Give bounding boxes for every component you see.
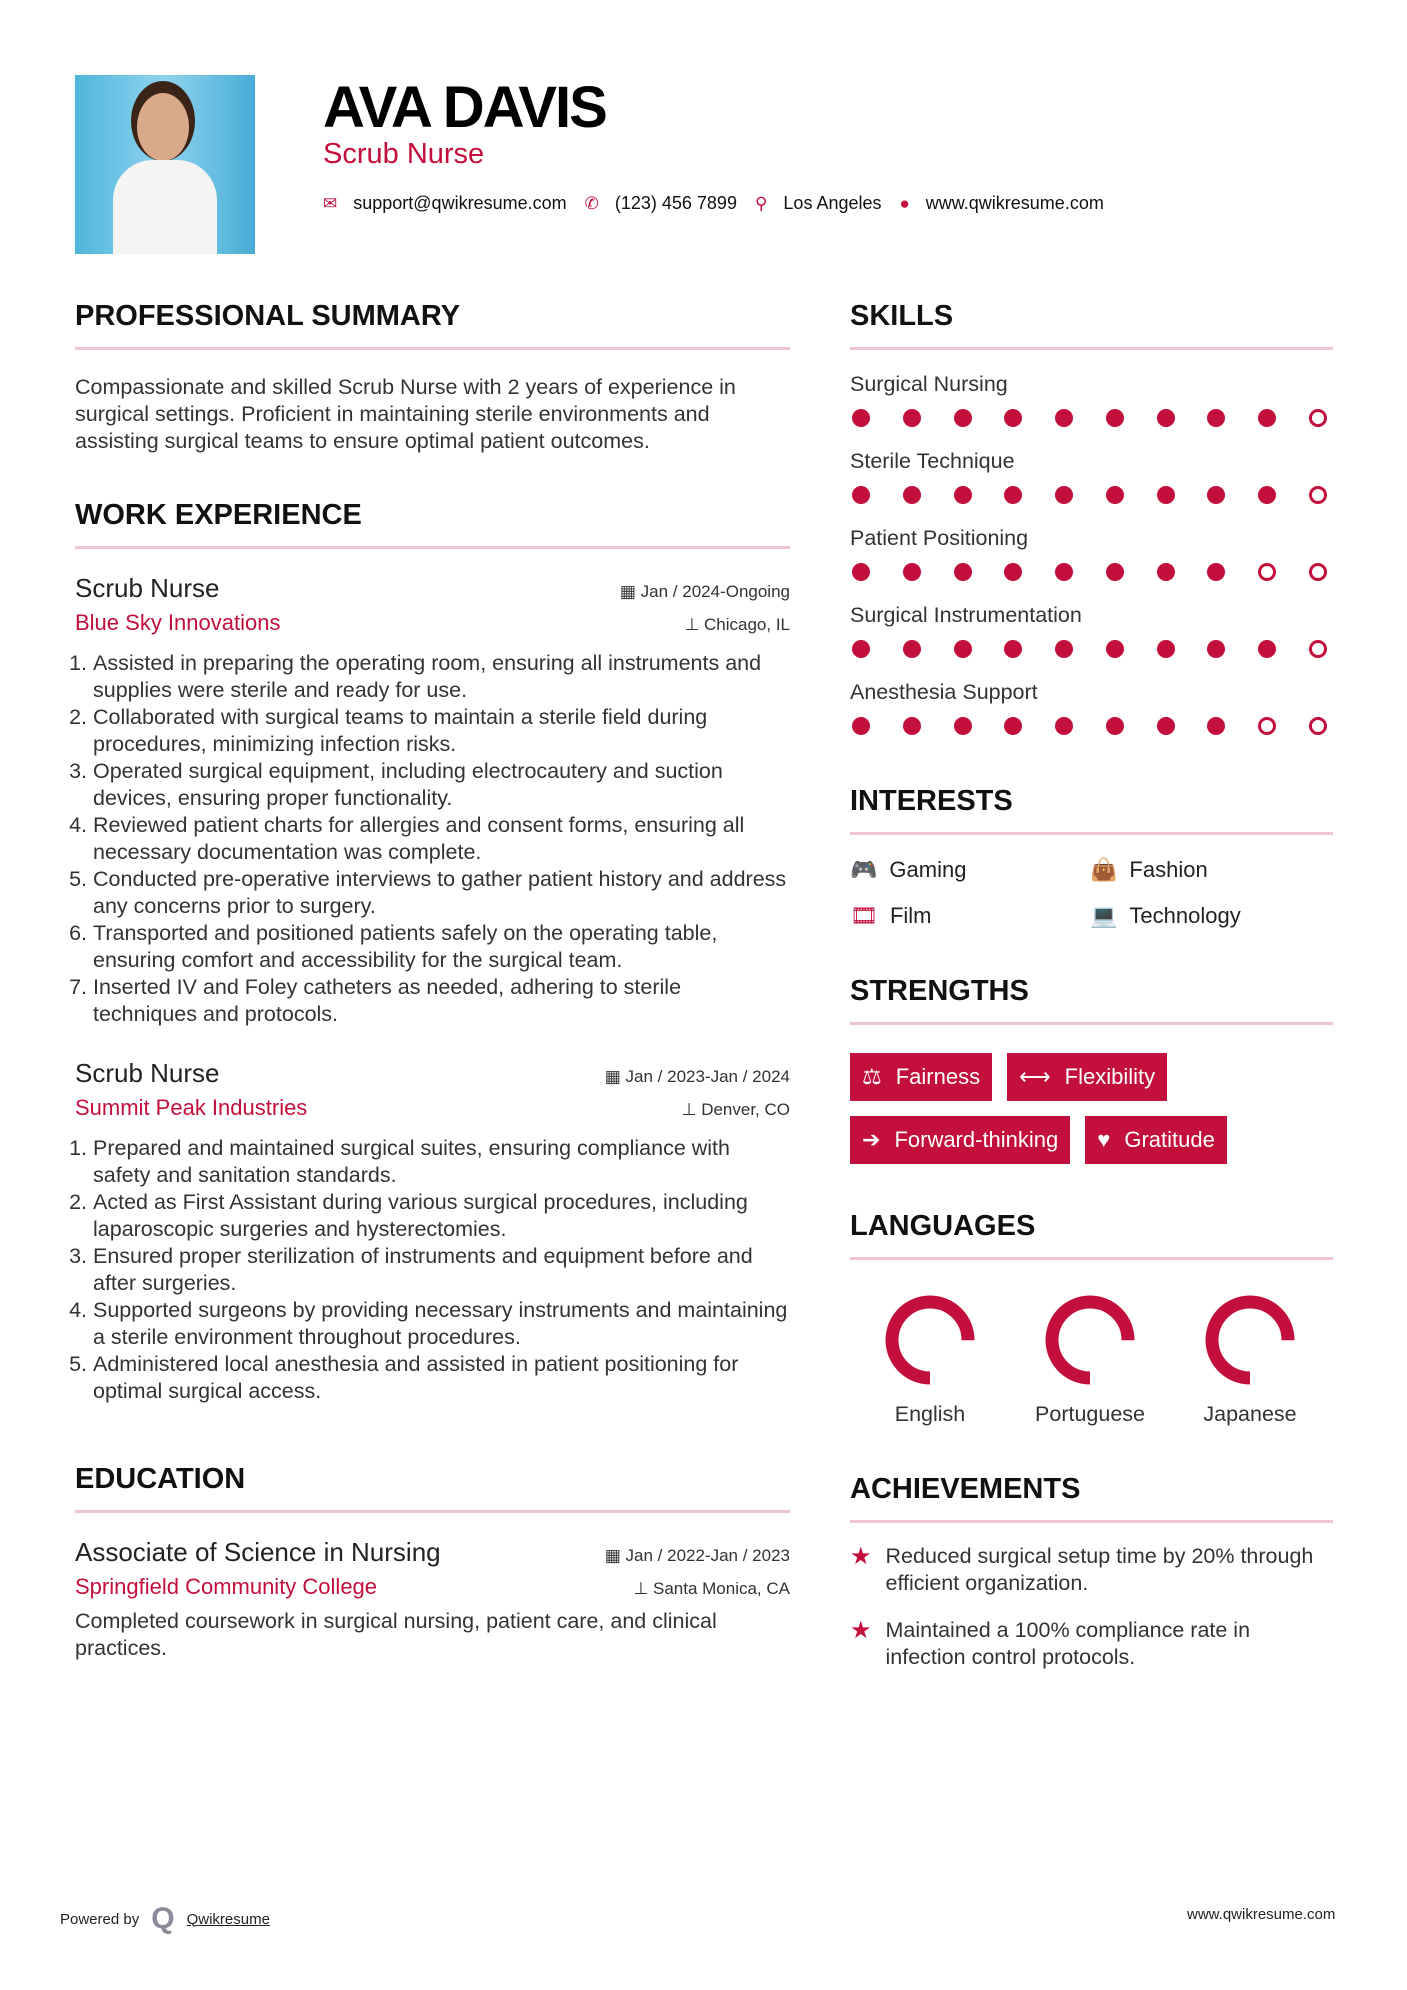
rating-dot: [852, 640, 870, 658]
skill-name: Patient Positioning: [850, 526, 1029, 550]
education-date: Jan / 2022-Jan / 2023: [625, 1546, 790, 1565]
interest-label: Film: [889, 903, 932, 928]
job-title: Scrub Nurse: [75, 1058, 220, 1088]
job-bullet: 5. Conducted pre-operative interviews to gather patient history and address any concerns prior to surgery.: [93, 866, 790, 920]
skill-item: [850, 526, 1333, 581]
contact-bar: [323, 193, 1122, 214]
interest-item: [850, 903, 1090, 929]
rating-dot: [1157, 640, 1175, 658]
language-item: [1170, 1290, 1330, 1427]
envelope-icon: ✉: [323, 193, 338, 213]
interest-item: [1090, 857, 1330, 883]
footer-website[interactable]: www.qwikresume.com: [1187, 1906, 1336, 1923]
section-heading: ACHIEVEMENTS: [850, 1473, 1333, 1523]
section-heading: EDUCATION: [75, 1463, 790, 1513]
rating-dot: [1106, 486, 1124, 504]
job-bullet: 3. Operated surgical equipment, including electrocautery and suction devices, ensuring proper functionality.: [93, 758, 790, 812]
rating-dot: [903, 563, 921, 581]
website[interactable]: www.qwikresume.com: [925, 193, 1104, 213]
rating-dot: [1309, 717, 1327, 735]
qwikresume-logo-icon: Q: [151, 1902, 175, 1935]
job-entry: [75, 1058, 790, 1405]
rating-dot: [1157, 563, 1175, 581]
pin-icon: ⊥: [684, 615, 704, 634]
rating-dot: [1309, 486, 1327, 504]
rating-dot: [1309, 563, 1327, 581]
skill-name: Anesthesia Support: [850, 680, 1038, 704]
rating-dot: [954, 409, 972, 427]
job-bullet: 6. Transported and positioned patients safely on the operating table, ensuring comfort and accessibility for the surgical team.: [93, 920, 790, 974]
rating-dot: [852, 717, 870, 735]
location: Los Angeles: [783, 193, 882, 213]
star-icon: ★: [850, 1543, 872, 1570]
section-heading: WORK EXPERIENCE: [75, 499, 790, 549]
rating-dot: [1207, 409, 1225, 427]
rating-dot: [1055, 717, 1073, 735]
skill-item: [850, 680, 1333, 735]
summary-text: Compassionate and skilled Scrub Nurse with 2 years of experience in surgical settings. Proficient in maintaining sterile environments and assisting surgical teams to ensure optimal patient outcomes.: [75, 375, 736, 453]
rating-dot: [1106, 717, 1124, 735]
rating-dot: [1055, 486, 1073, 504]
job-date: Jan / 2024-Ongoing: [640, 582, 790, 601]
interest-item: [850, 857, 1090, 883]
job-bullet: 1. Prepared and maintained surgical suites, ensuring compliance with safety and sanitation standards.: [93, 1135, 790, 1189]
strength-tag: [1007, 1053, 1167, 1101]
strength-label: Flexibility: [1064, 1064, 1156, 1089]
interest-label: Technology: [1129, 903, 1241, 928]
calendar-icon: ▦: [619, 582, 641, 601]
job-bullet: 7. Inserted IV and Foley catheters as needed, adhering to sterile techniques and protocols.: [93, 974, 790, 1028]
job-bullet: 2. Acted as First Assistant during various surgical procedures, including laparoscopic surgeries and hysterectomies.: [93, 1189, 790, 1243]
shopping-bag-icon: 👜: [1090, 857, 1118, 882]
section-heading: LANGUAGES: [850, 1210, 1333, 1260]
candidate-name: AVA DAVIS: [323, 75, 606, 140]
achievement-item: [850, 1617, 1333, 1671]
balance-scale-icon: ⚖: [862, 1064, 882, 1089]
arrow-right-icon: ➔: [862, 1127, 881, 1152]
language-name: Portuguese: [1035, 1402, 1145, 1426]
rating-dot: [1157, 409, 1175, 427]
rating-dot: [852, 409, 870, 427]
rating-dot: [1004, 640, 1022, 658]
rating-dot: [1004, 717, 1022, 735]
rating-dot: [1157, 486, 1175, 504]
rating-dot: [903, 640, 921, 658]
job-location: Denver, CO: [701, 1100, 790, 1119]
language-level-ring: [1040, 1290, 1140, 1390]
globe-icon: ●: [899, 193, 910, 213]
skill-item: [850, 449, 1333, 504]
achievement-item: [850, 1543, 1333, 1597]
rating-dot: [1055, 409, 1073, 427]
strength-tag: [1085, 1116, 1227, 1164]
school: Springfield Community College: [75, 1574, 378, 1599]
strength-tag: [850, 1116, 1070, 1164]
rating-dot: [1258, 640, 1276, 658]
qwikresume-link[interactable]: Qwikresume: [186, 1910, 270, 1928]
job-bullet: 3. Ensured proper sterilization of instruments and equipment before and after surgeries.: [93, 1243, 790, 1297]
rating-dot: [1309, 409, 1327, 427]
rating-dot: [1055, 563, 1073, 581]
heart-icon: ♥: [1097, 1127, 1111, 1152]
strength-label: Forward-thinking: [894, 1127, 1059, 1152]
powered-by-label: Powered by: [60, 1910, 140, 1928]
email[interactable]: support@qwikresume.com: [353, 193, 567, 213]
achievement-text: Maintained a 100% compliance rate in infection control protocols.: [885, 1618, 1251, 1669]
rating-dot: [1309, 640, 1327, 658]
job-bullet: 2. Collaborated with surgical teams to maintain a sterile field during procedures, minimizing infection risks.: [93, 704, 790, 758]
education-location: Santa Monica, CA: [652, 1579, 790, 1598]
gamepad-icon: 🎮: [850, 857, 878, 882]
interest-label: Fashion: [1129, 857, 1208, 882]
left-column: [75, 300, 790, 1662]
rating-dot: [954, 486, 972, 504]
rating-dot: [954, 640, 972, 658]
rating-dot: [1258, 409, 1276, 427]
skill-rating: [850, 409, 1333, 427]
rating-dot: [903, 409, 921, 427]
degree: Associate of Science in Nursing: [75, 1537, 441, 1567]
profile-photo: [75, 75, 255, 254]
section-heading: PROFESSIONAL SUMMARY: [75, 300, 790, 350]
job-bullet: 4. Supported surgeons by providing necessary instruments and maintaining a sterile environment throughout procedures.: [93, 1297, 790, 1351]
rating-dot: [1258, 563, 1276, 581]
job-title: Scrub Nurse: [323, 138, 485, 170]
rating-dot: [1055, 640, 1073, 658]
company: Summit Peak Industries: [75, 1095, 308, 1120]
rating-dot: [1106, 640, 1124, 658]
strength-label: Fairness: [895, 1064, 981, 1089]
skill-item: [850, 603, 1333, 658]
pin-icon: ⊥: [633, 1579, 653, 1598]
company: Blue Sky Innovations: [75, 610, 281, 635]
rating-dot: [1004, 409, 1022, 427]
job-location: Chicago, IL: [704, 615, 790, 634]
skill-rating: [850, 486, 1333, 504]
language-level-ring: [880, 1290, 980, 1390]
footer-powered-by: [60, 1902, 270, 1936]
laptop-icon: 💻: [1090, 903, 1118, 928]
language-item: [850, 1290, 1010, 1427]
rating-dot: [1207, 640, 1225, 658]
language-name: Japanese: [1203, 1402, 1297, 1426]
skill-rating: [850, 717, 1333, 735]
language-name: English: [894, 1402, 966, 1426]
strength-label: Gratitude: [1124, 1127, 1215, 1152]
rating-dot: [1157, 717, 1175, 735]
phone: (123) 456 7899: [614, 193, 737, 213]
calendar-icon: ▦: [604, 1067, 626, 1086]
film-icon: 🎞: [850, 903, 878, 928]
education-entry: [75, 1537, 790, 1662]
rating-dot: [852, 486, 870, 504]
rating-dot: [903, 717, 921, 735]
job-date: Jan / 2023-Jan / 2024: [625, 1067, 790, 1086]
rating-dot: [1207, 486, 1225, 504]
strength-tag: [850, 1053, 992, 1101]
section-heading: STRENGTHS: [850, 975, 1333, 1025]
skill-name: Surgical Nursing: [850, 372, 1008, 396]
section-heading: INTERESTS: [850, 785, 1333, 835]
rating-dot: [1004, 486, 1022, 504]
skill-rating: [850, 563, 1333, 581]
rating-dot: [954, 717, 972, 735]
job-title: Scrub Nurse: [75, 573, 220, 603]
arrows-h-icon: ⟷: [1019, 1064, 1051, 1089]
language-level-ring: [1200, 1290, 1300, 1390]
section-heading: SKILLS: [850, 300, 1333, 350]
rating-dot: [1106, 563, 1124, 581]
rating-dot: [1258, 486, 1276, 504]
skill-name: Sterile Technique: [850, 449, 1015, 473]
rating-dot: [1258, 717, 1276, 735]
rating-dot: [1004, 563, 1022, 581]
job-bullet: 4. Reviewed patient charts for allergies and consent forms, ensuring all necessary documentation was complete.: [93, 812, 790, 866]
rating-dot: [1207, 717, 1225, 735]
skill-name: Surgical Instrumentation: [850, 603, 1082, 627]
skill-item: [850, 372, 1333, 427]
pin-icon: ⊥: [681, 1100, 702, 1119]
interest-label: Gaming: [889, 857, 967, 882]
calendar-icon: ▦: [604, 1546, 626, 1565]
phone-icon: ✆: [584, 193, 599, 213]
skill-rating: [850, 640, 1333, 658]
job-bullet: 1. Assisted in preparing the operating room, ensuring all instruments and supplies were sterile and ready for use.: [93, 650, 790, 704]
job-entry: [75, 573, 790, 1028]
rating-dot: [1106, 409, 1124, 427]
map-marker-icon: ⚲: [754, 193, 768, 213]
rating-dot: [852, 563, 870, 581]
interest-item: [1090, 903, 1330, 929]
education-text: Completed coursework in surgical nursing, patient care, and clinical practices.: [75, 1609, 717, 1660]
rating-dot: [1207, 563, 1225, 581]
job-bullet: 5. Administered local anesthesia and assisted in patient positioning for optimal surgical access.: [93, 1351, 790, 1405]
achievement-text: Reduced surgical setup time by 20% through efficient organization.: [885, 1544, 1314, 1595]
right-column: [850, 300, 1333, 1671]
language-item: [1010, 1290, 1170, 1427]
star-icon: ★: [850, 1617, 872, 1644]
rating-dot: [903, 486, 921, 504]
rating-dot: [954, 563, 972, 581]
